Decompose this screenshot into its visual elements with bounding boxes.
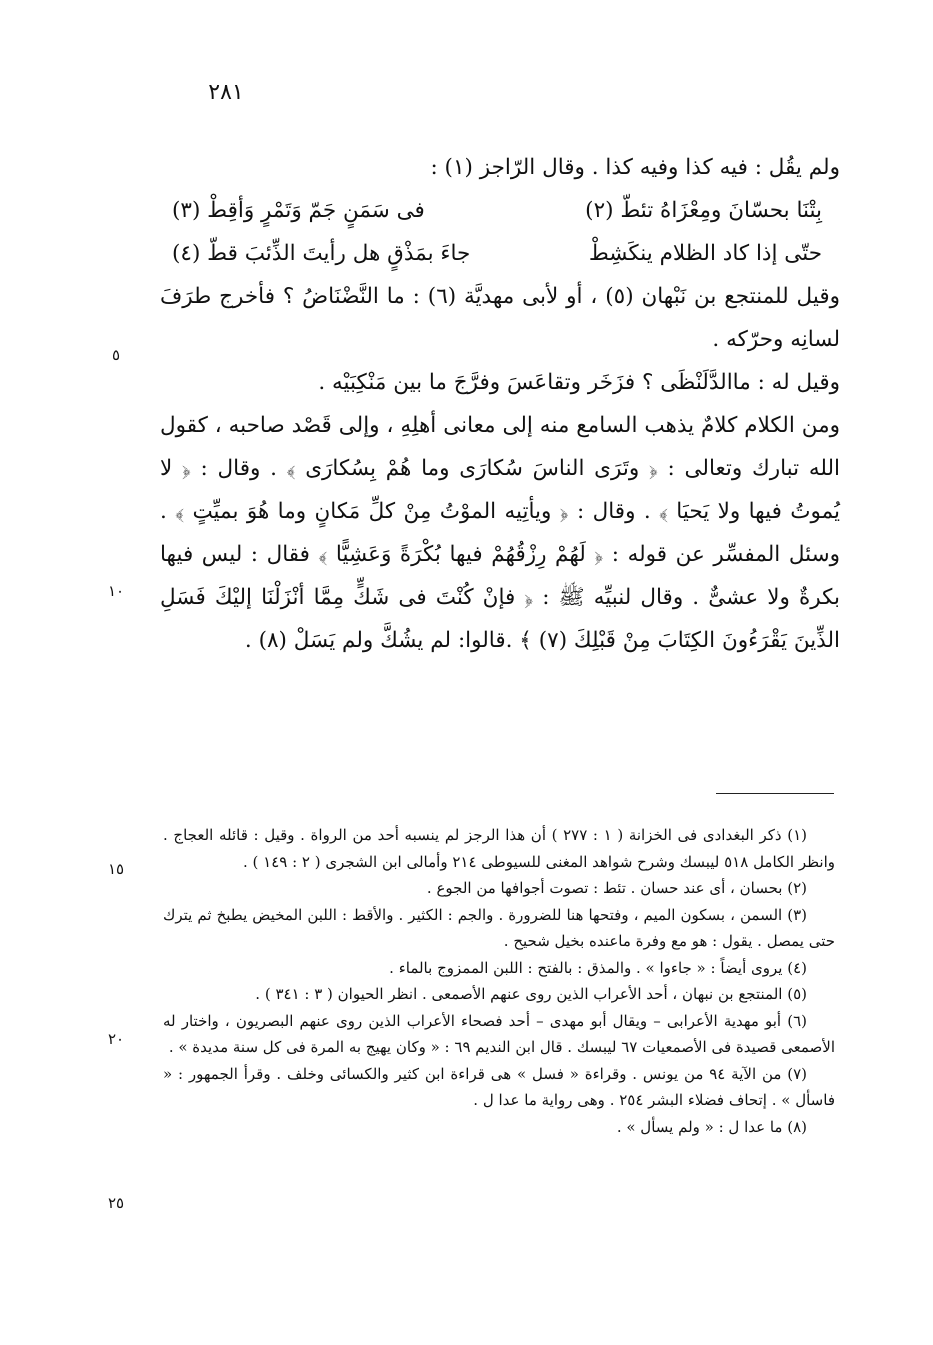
paragraph-quran-examples: ومن الكلام كلامٌ يذهب السامع منه إلى معانى أهلِهِ ، وإلى قَصْد صاحبه ، كقول الله تبارك وتعالى : ﴿ وتَرَى الناسَ سُكارَى وما هُمْ بِسُكارَى ﴾ . وقال : ﴿ لا يُموتُ فيها ولا يَحيَا ﴾ . وقال : ﴿ ويأتِيه الموْتُ مِنْ كلِّ مَكانٍ وما هُوَ بميِّتٍ ﴾ . وسئل المفسِّر عن قوله : ﴿ لَهُمْ رِزْقُهُمْ فيها بُكْرَةً وَعَشِيًّا ﴾ فقال : ليس فيها بكرةٌ ولا عشىٌّ . وقال لنبيِّه ﷺ : ﴿ فإنْ كُنْتَ فى شَكٍّ مِمَّا أنْزَلْنَا إليْكَ فَسَلِ الذِّينَ يَقْرَءُونَ الكِتَابَ مِنْ قَبْلِكَ (٧) ﴾ .قالوا: لم يشُكَّ ولم يَسَلْ (٨) .: [160, 413, 840, 653]
footnote-6: (٦) أبو مهدية الأعرابى – ويقال أبو مهدى – أحد فصحاء الأعراب الذين روى عنهم البصريون ، واختار له الأصمعى قصيدة فى الأصمعيات ٦٧ ليبسك . قال ابن النديم ٦٩ : « وكان يهيج به المرة فى كل سنة مديدة » .: [163, 1011, 835, 1056]
main-text: [160, 146, 840, 662]
footnotes: [163, 822, 835, 1140]
footnote-4: (٤) يروى أيضاً : « جاءوا » . والمذق : بالفتح : اللبن الممزوج بالماء .: [389, 958, 807, 977]
footnote-2: (٢) بحسان ، أى عند حسان . تئط : تصوت أجوافها من الجوع .: [426, 879, 807, 897]
line-number-20: ٢٠: [107, 1030, 125, 1048]
verse-line-2: [160, 232, 840, 275]
paragraph-nadnad: وقيل للمنتجع بن نَبْهان (٥) ، أو لأبى مهديَّة (٦) : ما النَّضْنَاضُ ؟ فأخرج طرَفَ لسانِه وحرّكه .: [160, 284, 840, 352]
paragraph-dalanza: وقيل له : ماالدَّلَنْظَى ؟ فزَخَر وتقاعَسَ وفرَّجَ ما بين مَنْكِبَيْه .: [318, 370, 840, 395]
footnote-1: (١) ذكر البغدادى فى الخزانة ( ١ : ٢٧٧ ) أن هذا الرجز لم ينسبه أحد من الرواة . وقيل : قائله العجاج . وانظر الكامل ٥١٨ ليبسك وشرح شواهد المغنى للسيوطى ٢١٤ وأمالى ابن الشجرى ( ٢ : ١٤٩ ) .: [163, 826, 835, 871]
page-number: ٢٨١: [208, 80, 244, 105]
line-number-15: ١٥: [107, 860, 125, 878]
verse-1-first-hemistich: بِتْنَا بحسّانَ ومِعْزَاهُ تئطّ (٢): [585, 198, 822, 223]
footnote-3: (٣) السمن ، بسكون الميم ، وفتحها هنا للضرورة . والجم : الكثير . والأقط : اللبن المخيض يطبخ ثم يترك حتى يمصل . يقول : هو مع وفرة ماعنده بخيل شحيح .: [163, 905, 835, 950]
line-number-25: ٢٥: [107, 1194, 125, 1212]
verse-line-1: [160, 189, 840, 232]
footnote-5: (٥) المنتجع بن نبهان ، أحد الأعراب الذين روى عنهم الأصمعى . انظر الحيوان ( ٣ : ٣٤١ ) .: [255, 985, 807, 1003]
verse-2-second-hemistich: جاءَ بمَذْقٍ هل رأيتَ الذِّئبَ قطّ (٤): [172, 241, 471, 266]
footnote-divider: [716, 793, 834, 794]
footnote-7: (٧) من الآية ٩٤ من يونس . وقراءة « فسل » هى قراءة ابن كثير والكسائى وخلف . وقرأ الجمهور : « فاسأل » . إتحاف فضلاء البشر ٢٥٤ . وهى رواية ما عدا ل .: [163, 1064, 835, 1109]
footnote-8: (٨) ما عدا ل : « ولم يسأل » .: [616, 1117, 807, 1136]
line-number-5: ٥: [111, 346, 121, 364]
verse-2-first-hemistich: حتّى إذا كاد الظلام ينكَشِطْ: [588, 241, 822, 266]
paragraph-intro: ولم يقُل : فيه كذا وفيه كذا . وقال الرّاجز (١) :: [430, 155, 840, 180]
line-number-10: ١٠: [107, 582, 125, 600]
verse-1-second-hemistich: فى سَمَنٍ جَمّ وَتَمْرٍ وَأقِطْ (٣): [172, 198, 425, 223]
